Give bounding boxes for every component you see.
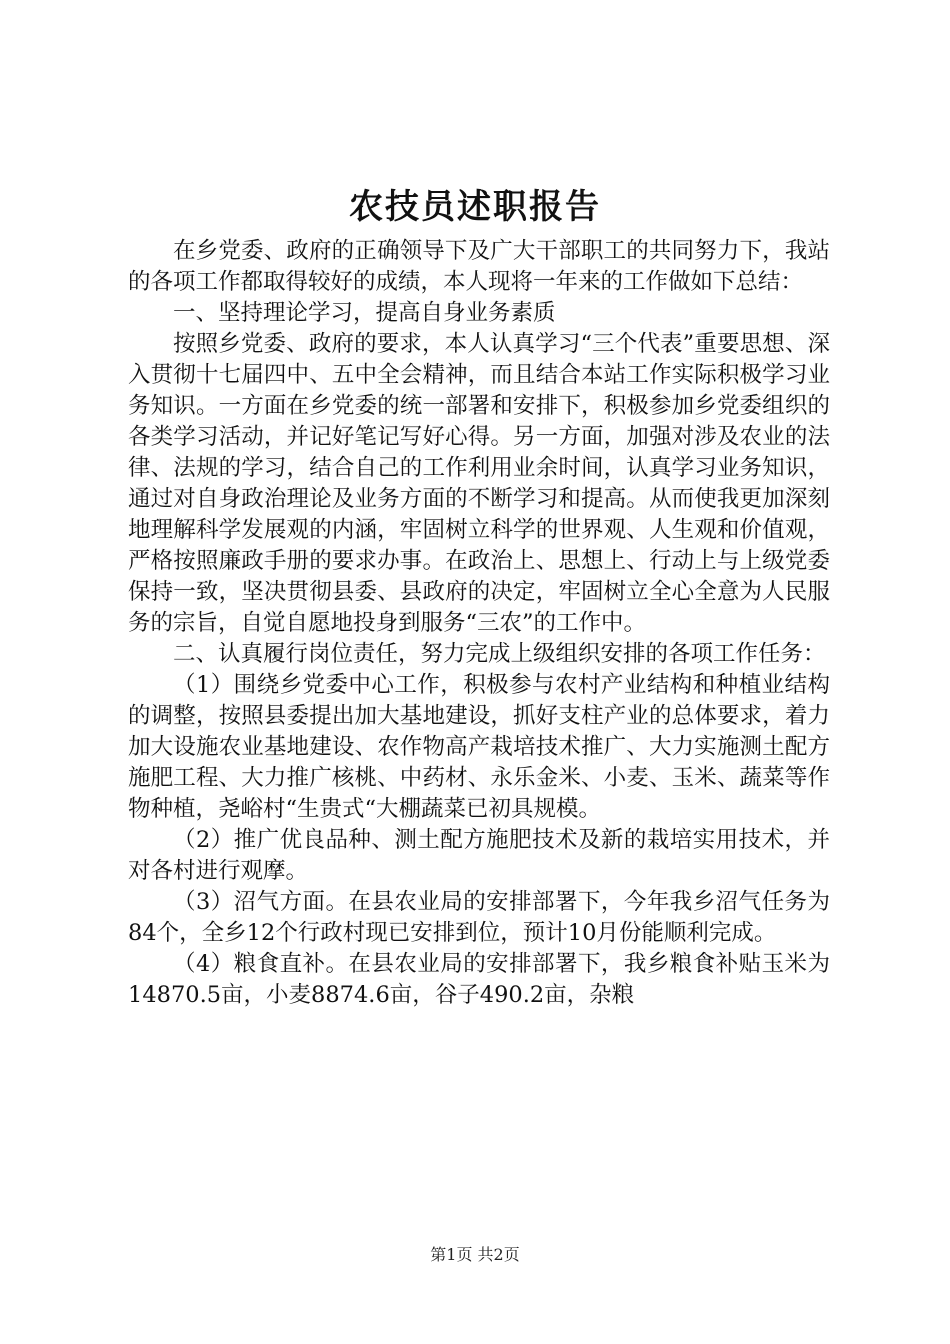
list-item-2: （2）推广优良品种、测土配方施肥技术及新的栽培实用技术，并对各村进行观摩。: [128, 827, 830, 884]
document-title: 农技员述职报告: [349, 187, 601, 227]
list-item-3: （3）沼气方面。在县农业局的安排部署下，今年我乡沼气任务为84个，全乡12个行政村现已安排到位，预计10月份能顺利完成。: [128, 889, 830, 946]
document-body: [128, 236, 830, 1011]
list-item-1: （1）围绕乡党委中心工作，积极参与农村产业结构和种植业结构的调整，按照县委提出加大基地建设，抓好支柱产业的总体要求，着力加大设施农业基地建设、农作物高产栽培技术推广、大力实施测土配方施肥工程、大力推广核桃、中药材、永乐金米、小麦、玉米、蔬菜等作物种植，尧峪村“生贵式“大棚蔬菜已初具规模。: [128, 672, 830, 822]
page-footer: 第1页 共2页: [430, 1245, 520, 1264]
section-heading-1: 一、坚持理论学习，提高自身业务素质: [173, 300, 556, 326]
paragraph-intro: 在乡党委、政府的正确领导下及广大干部职工的共同努力下，我站的各项工作都取得较好的成绩，本人现将一年来的工作做如下总结：: [128, 238, 830, 295]
list-item-4: （4）粮食直补。在县农业局的安排部署下，我乡粮食补贴玉米为14870.5亩，小麦8874.6亩，谷子490.2亩，杂粮: [128, 951, 830, 1008]
paragraph-study: 按照乡党委、政府的要求，本人认真学习“三个代表”重要思想、深入贯彻十七届四中、五中全会精神，而且结合本站工作实际积极学习业务知识。一方面在乡党委的统一部署和安排下，积极参加乡党委组织的各类学习活动，并记好笔记写好心得。另一方面，加强对涉及农业的法律、法规的学习，结合自己的工作利用业余时间，认真学习业务知识，通过对自身政治理论及业务方面的不断学习和提高。从而使我更加深刻地理解科学发展观的内涵，牢固树立科学的世界观、人生观和价值观，严格按照廉政手册的要求办事。在政治上、思想上、行动上与上级党委保持一致，坚决贯彻县委、县政府的决定，牢固树立全心全意为人民服务的宗旨，自觉自愿地投身到服务“三农”的工作中。: [128, 331, 830, 636]
section-heading-2: 二、认真履行岗位责任，努力完成上级组织安排的各项工作任务：: [173, 641, 826, 667]
